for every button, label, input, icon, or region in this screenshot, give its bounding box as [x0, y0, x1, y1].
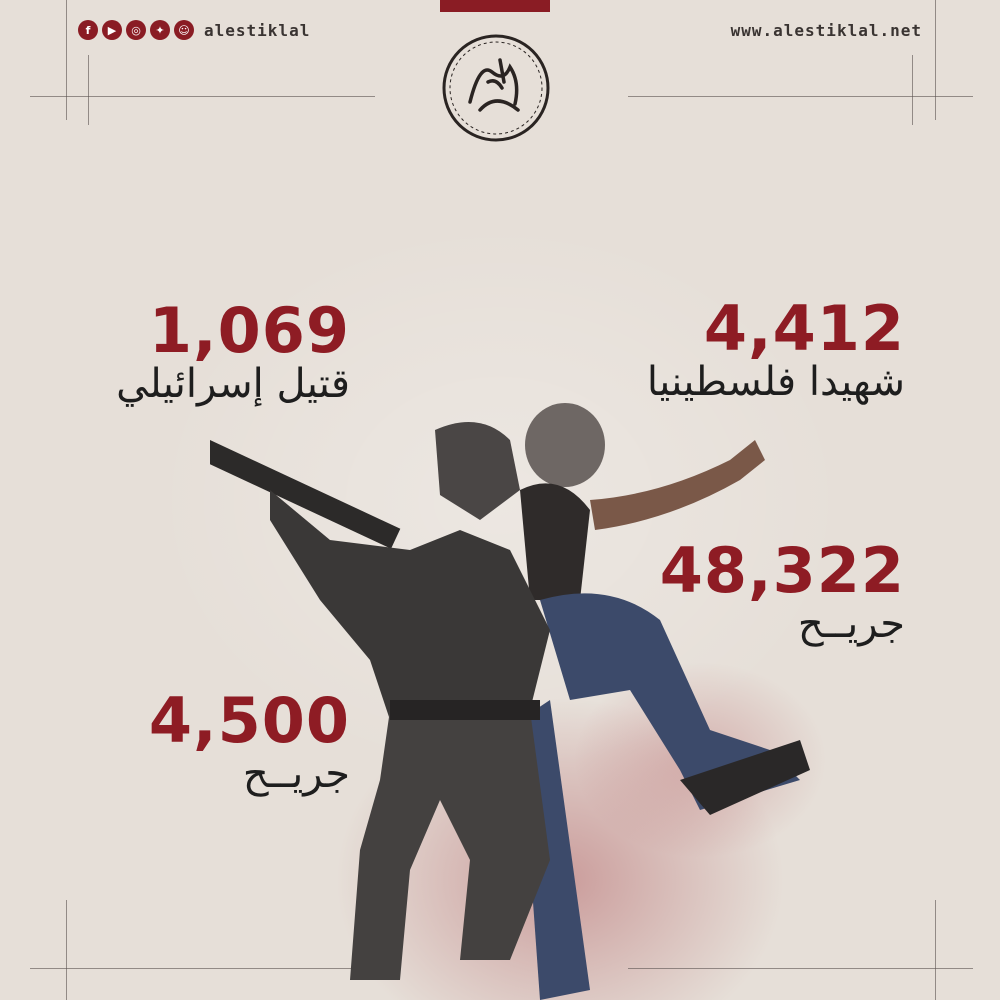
frame-line: [935, 900, 936, 1000]
stat-israeli-injured: [148, 684, 350, 797]
stat-label: جريــح: [242, 751, 350, 797]
stat-value: 1,069: [148, 294, 350, 367]
website-url: www.alestiklal.net: [730, 21, 922, 40]
twitter-icon[interactable]: ✦: [150, 20, 170, 40]
frame-line: [628, 96, 973, 97]
stat-label: قتيل إسرائيلي: [116, 361, 350, 407]
top-accent-bar: [440, 0, 550, 12]
logo-seal: [440, 32, 552, 144]
frame-line: [30, 96, 375, 97]
stat-value: 4,500: [148, 684, 350, 757]
facebook-icon[interactable]: f: [78, 20, 98, 40]
social-handle: alestiklal: [204, 20, 311, 40]
frame-line: [88, 55, 89, 125]
stat-value: 4,412: [703, 292, 905, 365]
stat-label: شهيدا فلسطينيا: [646, 359, 905, 405]
stat-israeli-killed: [116, 294, 350, 407]
instagram-icon[interactable]: ◎: [126, 20, 146, 40]
snapchat-icon[interactable]: ☺: [174, 20, 194, 40]
social-links: [78, 20, 310, 40]
frame-line: [935, 0, 936, 120]
stat-label: جريــح: [797, 601, 905, 647]
stat-value: 48,322: [659, 534, 905, 607]
youtube-icon[interactable]: ▶: [102, 20, 122, 40]
stat-palestinian-killed: [646, 292, 905, 405]
frame-line: [66, 0, 67, 120]
frame-line: [66, 900, 67, 1000]
stat-palestinian-injured: [659, 534, 905, 647]
frame-line: [912, 55, 913, 125]
